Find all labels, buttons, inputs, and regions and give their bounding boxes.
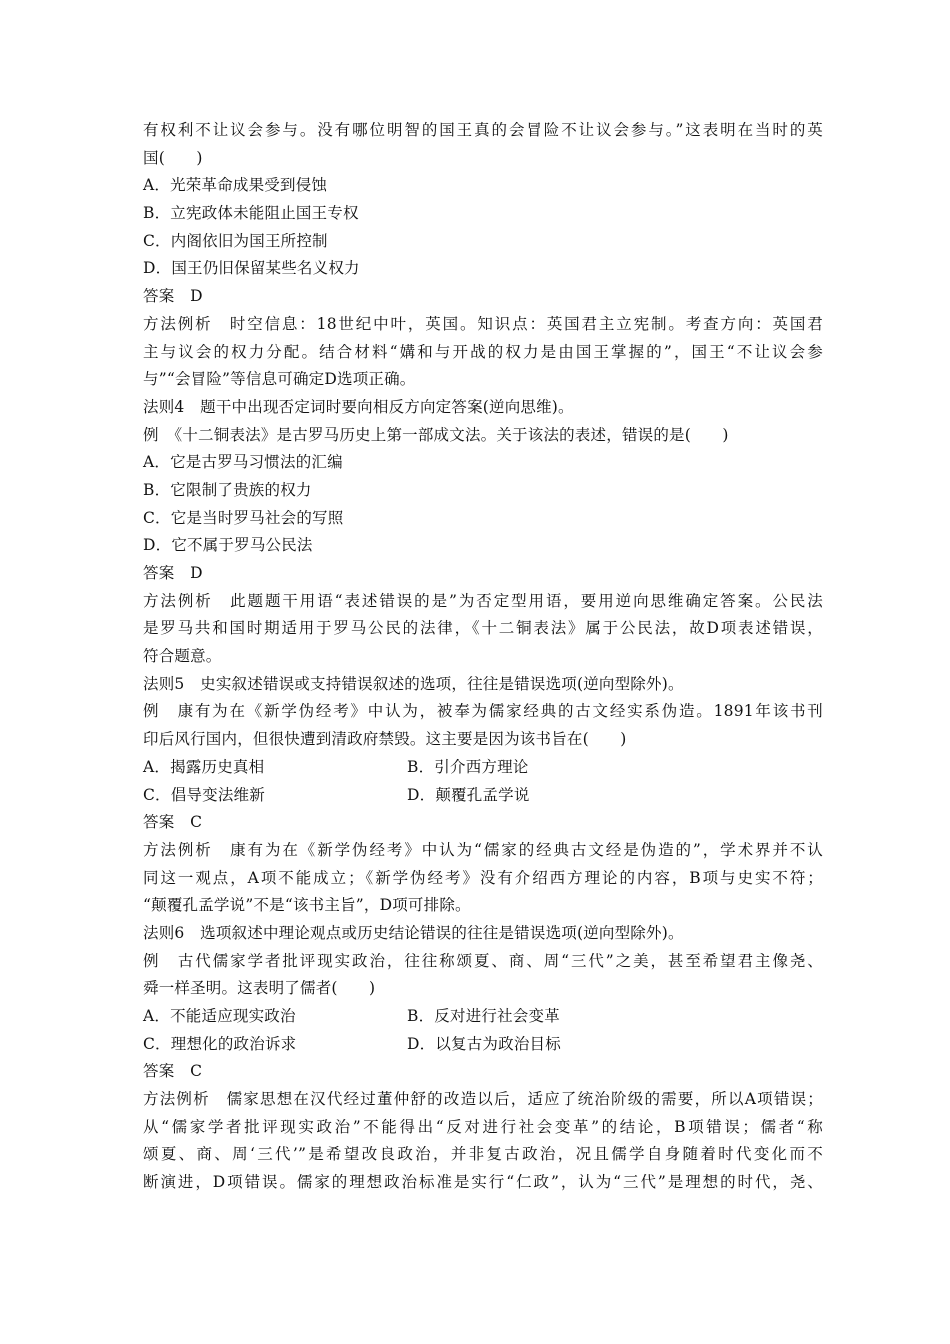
option-text: C．倡导变法维新 xyxy=(143,785,265,804)
text-line: 颂夏、商、周‘三代’”是希望改良政治，并非复古政治，况且儒学自身随着时代变化而不 xyxy=(143,1145,823,1164)
option-text: D．颠覆孔孟学说 xyxy=(407,785,530,804)
text-line: 例 《十二铜表法》是古罗马历史上第一部成文法。关于该法的表述，错误的是( ) xyxy=(143,425,729,444)
option-row xyxy=(143,782,823,810)
text-line: 方法例析 时空信息：18世纪中叶，英国。知识点：英国君主立宪制。考查方向：英国君 xyxy=(143,314,823,333)
text-line: 例 古代儒家学者批评现实政治，往往称颂夏、商、周“三代”之美，甚至希望君主像尧、 xyxy=(143,951,823,970)
option-text: C．理想化的政治诉求 xyxy=(143,1034,297,1053)
option-text: A．不能适应现实政治 xyxy=(143,1007,296,1025)
option-text: D．以复古为政治目标 xyxy=(407,1034,561,1053)
text-line: D．国王仍旧保留某些名义权力 xyxy=(143,259,360,278)
text-line: B．立宪政体未能阻止国王专权 xyxy=(143,204,359,223)
text-line: 法则6 选项叙述中理论观点或历史结论错误的往往是错误选项(逆向型除外)。 xyxy=(143,923,684,942)
text-line: 从“儒家学者批评现实政治”不能得出“反对进行社会变革”的结论，B项错误；儒者“称 xyxy=(143,1117,823,1136)
text-line: 答案 C xyxy=(143,1062,203,1081)
text-line: 符合题意。 xyxy=(143,647,222,666)
text-line: 例 康有为在《新学伪经考》中认为，被奉为儒家经典的古文经实系伪造。1891年该书刊 xyxy=(143,702,823,721)
option-text: A．揭露历史真相 xyxy=(143,757,265,776)
text-line: A．它是古罗马习惯法的汇编 xyxy=(143,453,343,472)
option-text: B．反对进行社会变革 xyxy=(407,1007,560,1025)
text-line: 是罗马共和国时期适用于罗马公民的法律，《十二铜表法》属于公民法，故D项表述错误， xyxy=(143,619,823,638)
text-line: 法则5 史实叙述错误或支持错误叙述的选项，往往是错误选项(逆向型除外)。 xyxy=(143,674,684,693)
text-line: B．它限制了贵族的权力 xyxy=(143,480,312,499)
option-text: B．引介西方理论 xyxy=(407,757,529,776)
text-line: 答案 D xyxy=(143,287,203,306)
option-row xyxy=(143,754,823,782)
option-row xyxy=(143,1003,823,1031)
text-line: 印后风行国内，但很快遭到清政府禁毁。这主要是因为该书旨在( ) xyxy=(143,730,627,749)
text-line: 断演进，D项错误。儒家的理想政治标准是实行“仁政”，认为“三代”是理想的时代，尧、 xyxy=(143,1173,823,1192)
option-row xyxy=(143,1031,823,1059)
text-line: 方法例析 此题题干用语“表述错误的是”为否定型用语，要用逆向思维确定答案。公民法 xyxy=(143,591,823,610)
text-line: “颠覆孔孟学说”不是“该书主旨”，D项可排除。 xyxy=(143,896,471,915)
text-line: D．它不属于罗马公民法 xyxy=(143,536,313,555)
text-line: 答案 D xyxy=(143,564,203,582)
document-page xyxy=(143,117,823,1197)
text-line: 舜一样圣明。这表明了儒者( ) xyxy=(143,979,376,998)
text-line: 答案 C xyxy=(143,813,203,832)
text-line: 方法例析 康有为在《新学伪经考》中认为“儒家的经典古文经是伪造的”，学术界并不认 xyxy=(143,840,823,859)
text-line: 国( ) xyxy=(143,148,203,167)
text-line: 主与议会的权力分配。结合材料“媾和与开战的权力是由国王掌握的”，国王“不让议会参 xyxy=(143,342,823,361)
text-line: 与”“会冒险”等信息可确定D选项正确。 xyxy=(143,370,416,389)
text-line: 有权利不让议会参与。没有哪位明智的国王真的会冒险不让议会参与。”这表明在当时的英 xyxy=(143,121,823,139)
text-line: 方法例析 儒家思想在汉代经过董仲舒的改造以后，适应了统治阶级的需要，所以A项错误； xyxy=(143,1090,823,1109)
text-line: C．内阁依旧为国王所控制 xyxy=(143,231,328,250)
text-line: 同这一观点，A项不能成立；《新学伪经考》没有介绍西方理论的内容，B项与史实不符； xyxy=(143,868,823,887)
text-line: 法则4 题干中出现否定词时要向相反方向定答案(逆向思维)。 xyxy=(143,397,574,416)
text-line: C．它是当时罗马社会的写照 xyxy=(143,508,344,527)
text-line: A．光荣革命成果受到侵蚀 xyxy=(143,176,328,195)
